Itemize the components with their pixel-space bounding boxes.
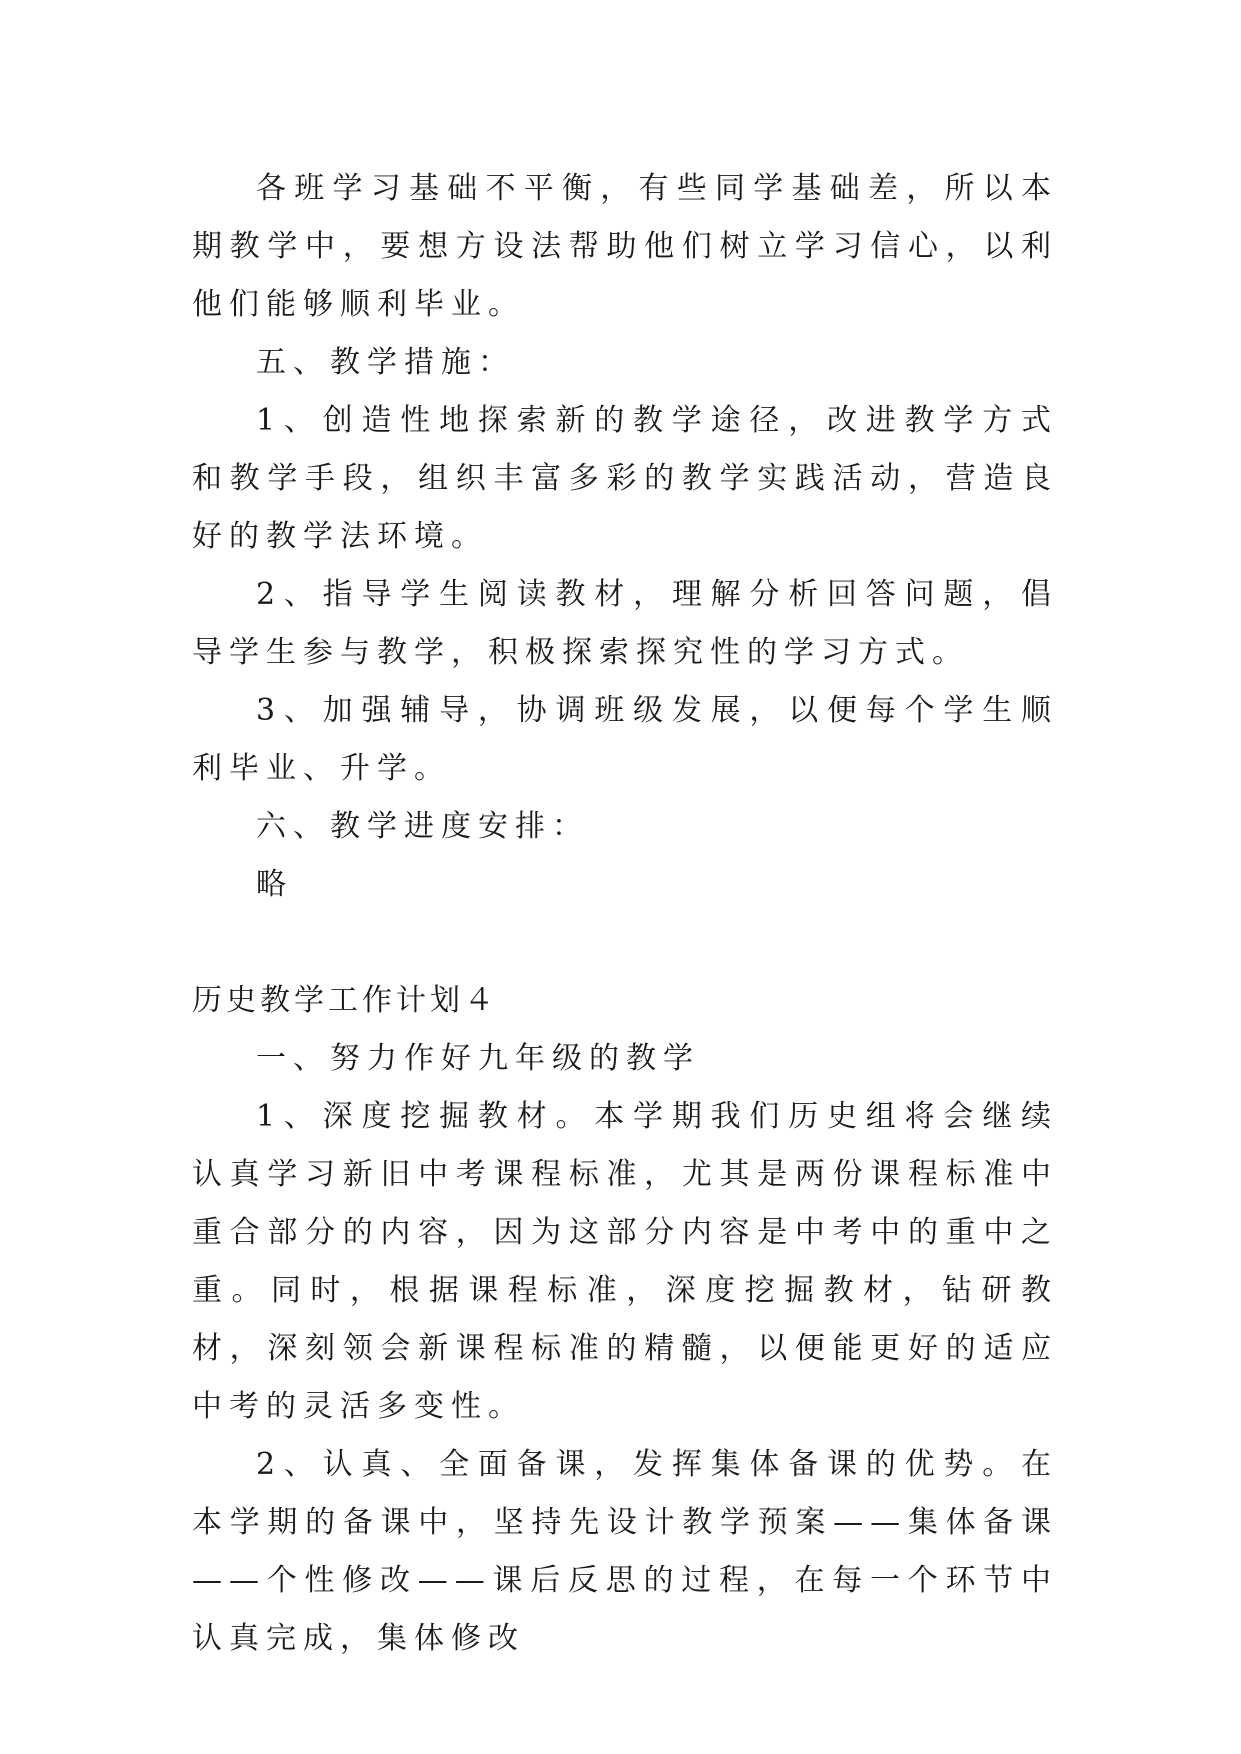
paragraph-measure-3: 3、加强辅导，协调班级发展，以便每个学生顺利毕业、升学。 <box>192 693 1058 786</box>
paragraph-measure-2: 2、指导学生阅读教材，理解分析回答问题，倡导学生参与教学，积极探索探究性的学习方式。 <box>192 577 1058 670</box>
section-title: 历史教学工作计划４ <box>192 983 498 1018</box>
heading-grade-nine: 一、努力作好九年级的教学 <box>256 1041 700 1076</box>
document-body <box>192 160 1058 1668</box>
paragraph-foundation: 各班学习基础不平衡，有些同学基础差，所以本期教学中，要想方设法帮助他们树立学习信心，以利他们能够顺利毕业。 <box>192 171 1058 322</box>
paragraph-omitted: 略 <box>256 867 293 902</box>
paragraph-measure-1: 1、创造性地探索新的教学途径，改进教学方式和教学手段，组织丰富多彩的教学实践活动，营造良好的教学法环境。 <box>192 403 1058 554</box>
heading-teaching-measures: 五、教学措施： <box>256 345 515 380</box>
section-spacer <box>192 914 1058 972</box>
heading-schedule: 六、教学进度安排： <box>256 809 589 844</box>
paragraph-textbook: 1、深度挖掘教材。本学期我们历史组将会继续认真学习新旧中考课程标准，尤其是两份课程标准中重合部分的内容，因为这部分内容是中考中的重中之重。同时，根据课程标准，深度挖掘教材，钻研教材，深刻领会新课程标准的精髓，以便能更好的适应中考的灵活多变性。 <box>192 1099 1058 1424</box>
paragraph-lesson-prep: 2、认真、全面备课，发挥集体备课的优势。在本学期的备课中，坚持先设计教学预案——集体备课——个性修改——课后反思的过程，在每一个环节中认真完成，集体修改 <box>192 1447 1058 1656</box>
